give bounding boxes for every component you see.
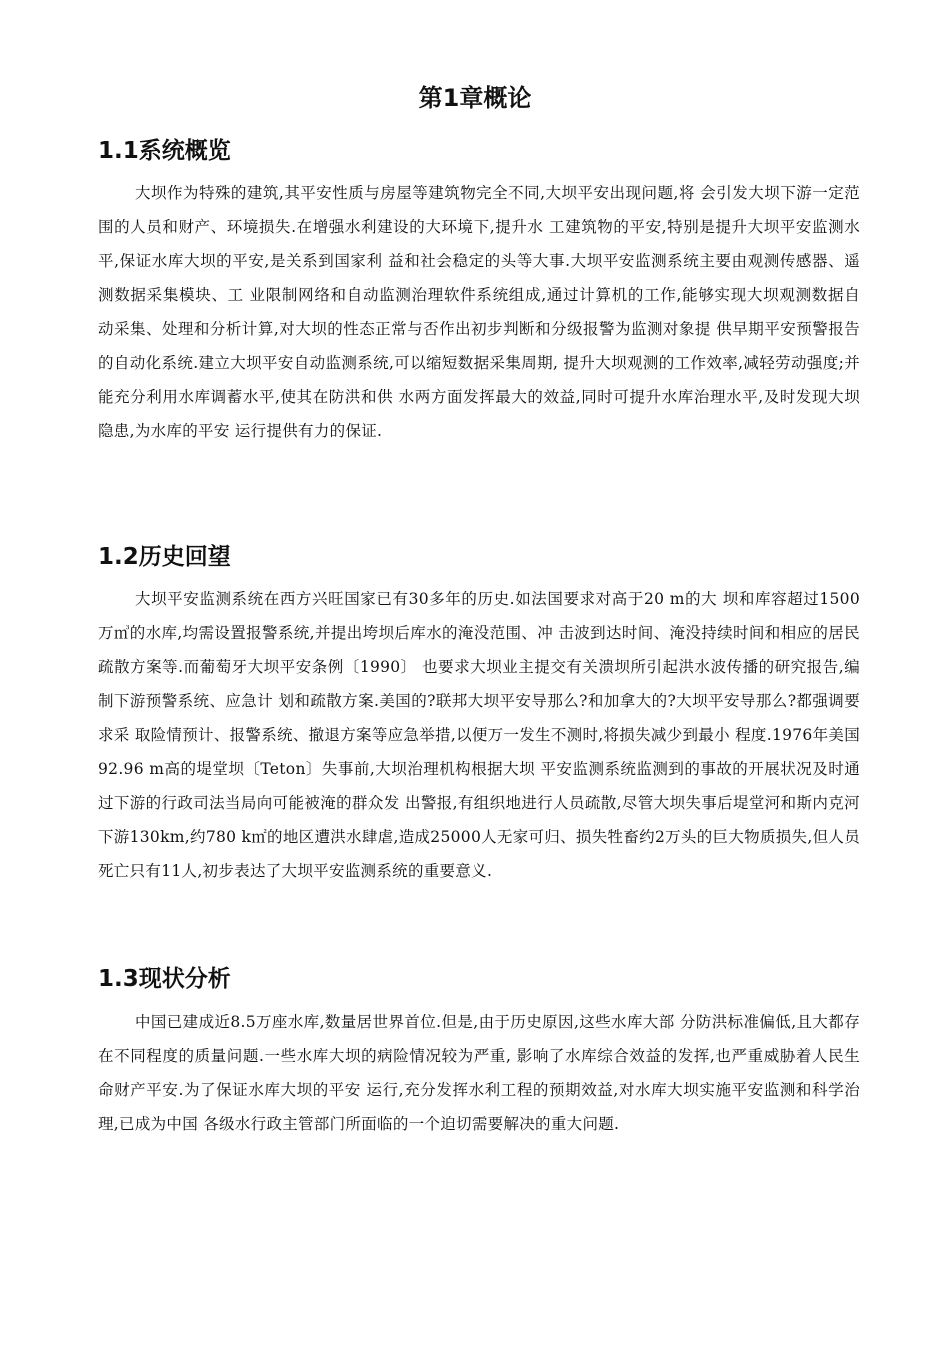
- chapter-title: 第1章概论: [418, 84, 532, 112]
- section-heading-1-1: 1.1系统概览: [98, 138, 231, 164]
- section-body-1-1: 大坝作为特殊的建筑,其平安性质与房屋等建筑物完全不同,大坝平安出现问题,将 会引发大坝下游一定范围的人员和财产、环境损失.在增强水利建设的大环境下,提升水 工建筑物的平安,特别是提升大坝平安监测水平,保证水库大坝的平安,是关系到国家利 益和社会稳定的头等大事.大坝平安监测系统主要由观测传感器、遥测数据采集模块、工 业限制网络和自动监测治理软件系统组成,通过计算机的工作,能够实现大坝观测数据自 动采集、处理和分析计算,对大坝的性态正常与否作出初步判断和分级报警为监测对象提 供早期平安预警报告的自动化系统.建立大坝平安自动监测系统,可以缩短数据采集周期, 提升大坝观测的工作效率,减轻劳动强度;并能充分利用水库调蓄水平,使其在防洪和供 水两方面发挥最大的效益,同时可提升水库治理水平,及时发现大坝隐患,为水库的平安 运行提供有力的保证.: [98, 184, 860, 440]
- section-heading-1-2: 1.2历史回望: [98, 544, 231, 570]
- section-body-1-2: 大坝平安监测系统在西方兴旺国家已有30多年的历史.如法国要求对高于20 m的大 坝和库容超过1500万㎥的水库,均需设置报警系统,并提出垮坝后库水的淹没范围、冲 击波到达时间、淹没持续时间和相应的居民疏散方案等.而葡萄牙大坝平安条例〔1990〕 也要求大坝业主提交有关溃坝所引起洪水波传播的研究报告,编制下游预警系统、应急计 划和疏散方案.美国的?联邦大坝平安导那么?和加拿大的?大坝平安导那么?都强调要求采 取险情预计、报警系统、撤退方案等应急举措,以便万一发生不测时,将损失减少到最小 程度.1976年美国92.96 m高的堤堂坝〔Teton〕失事前,大坝治理机构根据大坝 平安监测系统监测到的事故的开展状况及时通过下游的行政司法当局向可能被淹的群众发 出警报,有组织地进行人员疏散,尽管大坝失事后堤堂河和斯内克河下游130km,约780 k㎡的地区遭洪水肆虐,造成25000人无家可归、损失牲畜约2万头的巨大物质损失,但人员 死亡只有11人,初步表达了大坝平安监测系统的重要意义.: [98, 590, 860, 880]
- section-body-1-3: 中国已建成近8.5万座水库,数量居世界首位.但是,由于历史原因,这些水库大部 分防洪标准偏低,且大都存在不同程度的质量问题.一些水库大坝的病险情况较为严重, 影响了水库综合效益的发挥,也严重威胁着人民生命财产平安.为了保证水库大坝的平安 运行,充分发挥水利工程的预期效益,对水库大坝实施平安监测和科学治理,已成为中国 各级水行政主管部门所面临的一个迫切需要解决的重大问题.: [98, 1013, 860, 1133]
- section-heading-1-3: 1.3现状分析: [98, 966, 231, 992]
